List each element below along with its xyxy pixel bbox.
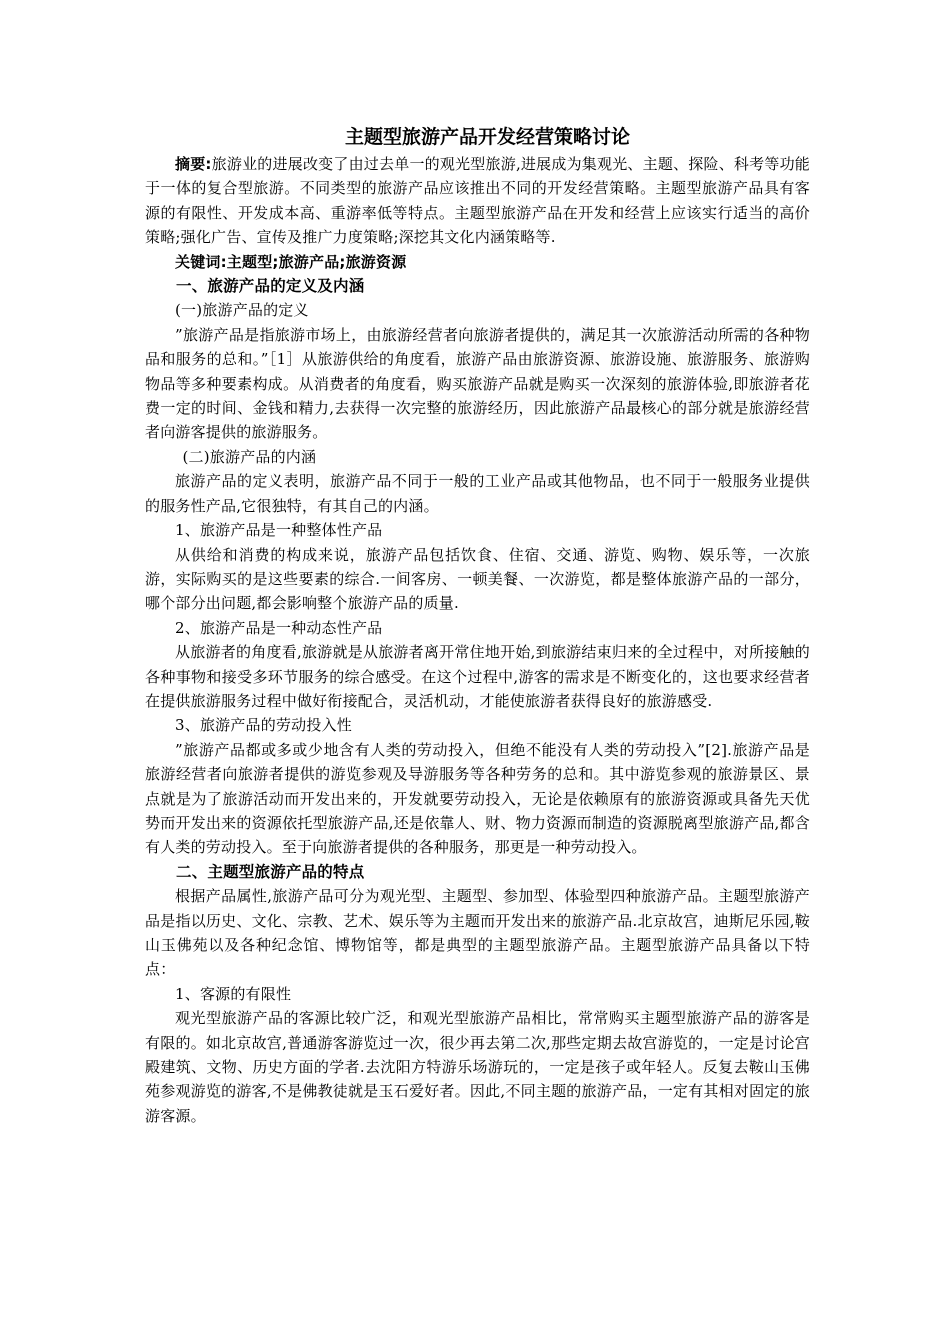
abstract-paragraph xyxy=(145,152,810,250)
section-2-heading: 二、主题型旅游产品的特点 xyxy=(176,862,365,881)
section-1-2-1-paragraph: 从供给和消费的构成来说，旅游产品包括饮食、住宿、交通、游览、购物、娱乐等，一次旅游，实际购买的是这些要素的综合.一间客房、一顿美餐、一次游览，都是整体旅游产品的一部分，哪个部分出问题,都会影响整个旅游产品的质量. xyxy=(145,545,810,613)
section-2-1-paragraph: 观光型旅游产品的客源比较广泛，和观光型旅游产品相比，常常购买主题型旅游产品的游客是有限的。如北京故宫,普通游客游览过一次，很少再去第二次,那些定期去故宫游览的，一定是讨论宫殿建筑、文物、历史方面的学者.去沈阳方特游乐场游玩的，一定是孩子或年轻人。反复去鞍山玉佛苑参观游览的游客,不是佛教徒就是玉石爱好者。因此,不同主题的旅游产品，一定有其相对固定的旅游客源。 xyxy=(145,1009,810,1125)
section-1-2-heading: (二)旅游产品的内涵 xyxy=(182,447,317,466)
section-1-2-3-heading: 3、旅游产品的劳动投入性 xyxy=(175,716,352,735)
section-1-2-2-heading: 2、旅游产品是一种动态性产品 xyxy=(175,618,383,637)
section-1-heading: 一、旅游产品的定义及内涵 xyxy=(176,277,365,296)
section-1-2-2-paragraph: 从旅游者的角度看,旅游就是从旅游者离开常住地开始,到旅游结束归来的全过程中，对所接触的各种事物和接受多环节服务的综合感受。在这个过程中,游客的需求是不断变化的，这也要求经营者在提供旅游服务过程中做好衔接配合，灵活机动，才能使旅游者获得良好的旅游感受. xyxy=(145,643,810,710)
section-2-paragraph: 根据产品属性,旅游产品可分为观光型、主题型、参加型、体验型四种旅游产品。主题型旅游产品是指以历史、文化、宗教、艺术、娱乐等为主题而开发出来的旅游产品.北京故宫，迪斯尼乐园,鞍山玉佛苑以及各种纪念馆、博物馆等，都是典型的主题型旅游产品。主题型旅游产品具备以下特点： xyxy=(145,887,810,979)
section-1-2-1-heading: 1、旅游产品是一种整体性产品 xyxy=(175,521,383,540)
section-1-2-3-paragraph: ”旅游产品都或多或少地含有人类的劳动投入，但绝不能没有人类的劳动投入”[2].旅游产品是旅游经营者向旅游者提供的游览参观及导游服务等各种劳务的总和。其中游览参观的旅游景区、景点就是为了旅游活动而开发出来的，开发就要劳动投入，无论是依赖原有的旅游资源或具备先天优势而开发出来的资源依托型旅游产品,还是依靠人、财、物力资源而制造的资源脱离型旅游产品,都含有人类的劳动投入。至于向旅游者提供的各种服务，那更是一种劳动投入。 xyxy=(145,740,810,857)
section-1-2-paragraph: 旅游产品的定义表明，旅游产品不同于一般的工业产品或其他物品，也不同于一般服务业提供的服务性产品,它很独特，有其自己的内涵。 xyxy=(145,472,810,515)
document-page xyxy=(145,122,810,1128)
abstract-text: 旅游业的进展改变了由过去单一的观光型旅游,进展成为集观光、主题、探险、科考等功能于一体的复合型旅游。不同类型的旅游产品应该推出不同的开发经营策略。主题型旅游产品具有客源的有限性、开发成本高、重游率低等特点。主题型旅游产品在开发和经营上应该实行适当的高价策略;强化广告、宣传及推广力度策略;深挖其文化内涵策略等. xyxy=(145,155,810,247)
abstract-label: 摘要: xyxy=(175,155,212,173)
section-1-1-heading: (一)旅游产品的定义 xyxy=(175,301,309,320)
document-title: 主题型旅游产品开发经营策略讨论 xyxy=(344,126,630,148)
keywords-line: 关键词:主题型;旅游产品;旅游资源 xyxy=(175,252,407,271)
section-2-1-heading: 1、客源的有限性 xyxy=(175,984,292,1003)
section-1-1-paragraph: ”旅游产品是指旅游市场上，由旅游经营者向旅游者提供的，满足其一次旅游活动所需的各种物品和服务的总和。”［1］从旅游供给的角度看，旅游产品由旅游资源、旅游设施、旅游服务、旅游购物品等多种要素构成。从消费者的角度看，购买旅游产品就是购买一次深刻的旅游体验,即旅游者花费一定的时间、金钱和精力,去获得一次完整的旅游经历，因此旅游产品最核心的部分就是旅游经营者向游客提供的旅游服务。 xyxy=(145,325,810,442)
